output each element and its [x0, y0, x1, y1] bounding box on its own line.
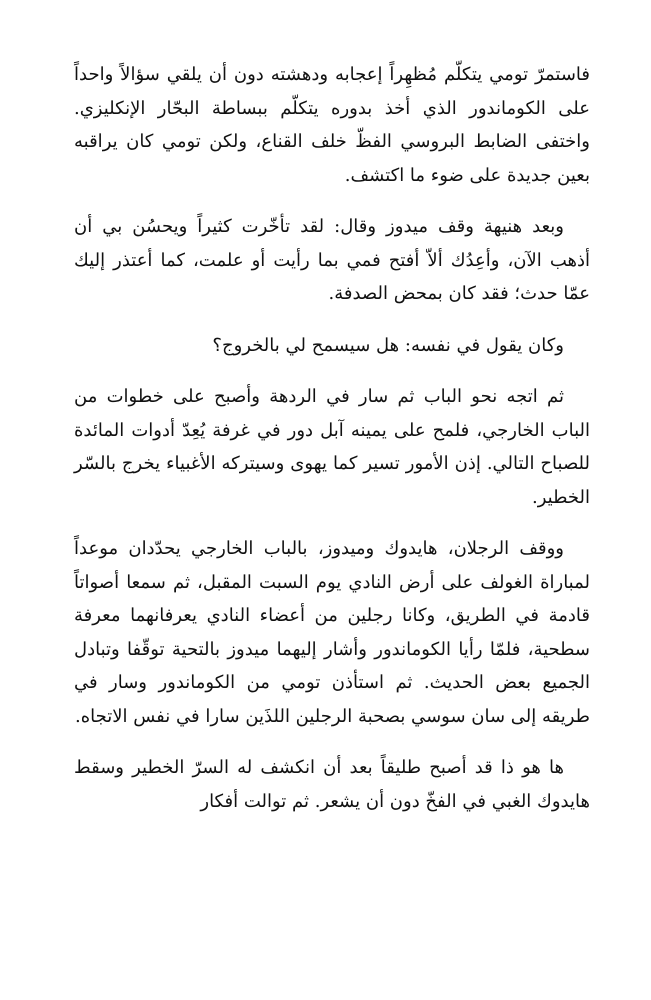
paragraph-6: ها هو ذا قد أصبح طليقاً بعد أن انكشف له السرّ الخطير وسقط هايدوك الغبي في الفخّ دون أن يشعر. ثم توالت أفكار [74, 757, 590, 812]
paragraph-2: وبعد هنيهة وقف ميدوز وقال: لقد تأخّرت كثيراً ويحسُن بي أن أذهب الآن، وأعِدُك ألاّ أفتح فمي بما رأيت أو علمت، كما أعتذر إليك عمّا حدث؛ فقد كان بمحض الصدفة. [74, 216, 590, 304]
paragraph-1: فاستمرّ تومي يتكلّم مُظهِراً إعجابه ودهشته دون أن يلقي سؤالاً واحداً على الكوماندور الذي أخذ بدوره يتكلّم ببساطة البحّار الإنكليزي. واختفى الضابط البروسي الفظّ خلف القناع، ولكن تومي كان يراقبه بعين جديدة على ضوء ما اكتشف. [74, 64, 590, 186]
paragraph-5: ووقف الرجلان، هايدوك وميدوز، بالباب الخارجي يحدّدان موعداً لمباراة الغولف على أرض النادي يوم السبت المقبل، ثم سمعا أصواتاً قادمة في الطريق، وكانا رجلين من أعضاء النادي يعرفانهما معرفة سطحية، فلمّا رأيا الكوماندور وأشار إليهما ميدوز بالتحية توقّفا وتبادل الجميع بعض الحديث. ثم استأذن تومي من الكوماندور وسار في طريقه إلى سان سوسي بصحبة الرجلين اللذَين سارا في نفس الاتجاه. [74, 538, 590, 727]
paragraph-4: ثم اتجه نحو الباب ثم سار في الردهة وأصبح على خطوات من الباب الخارجي، فلمح على يمينه آبل دور في غرفة يُعِدّ أدوات المائدة للصباح التالي. إذن الأمور تسير كما يهوى وسيتركه الأغبياء يخرج بالسّر الخطير. [74, 386, 590, 508]
paragraph-3: وكان يقول في نفسه: هل سيسمح لي بالخروج؟ [212, 334, 564, 356]
book-page [74, 58, 590, 818]
